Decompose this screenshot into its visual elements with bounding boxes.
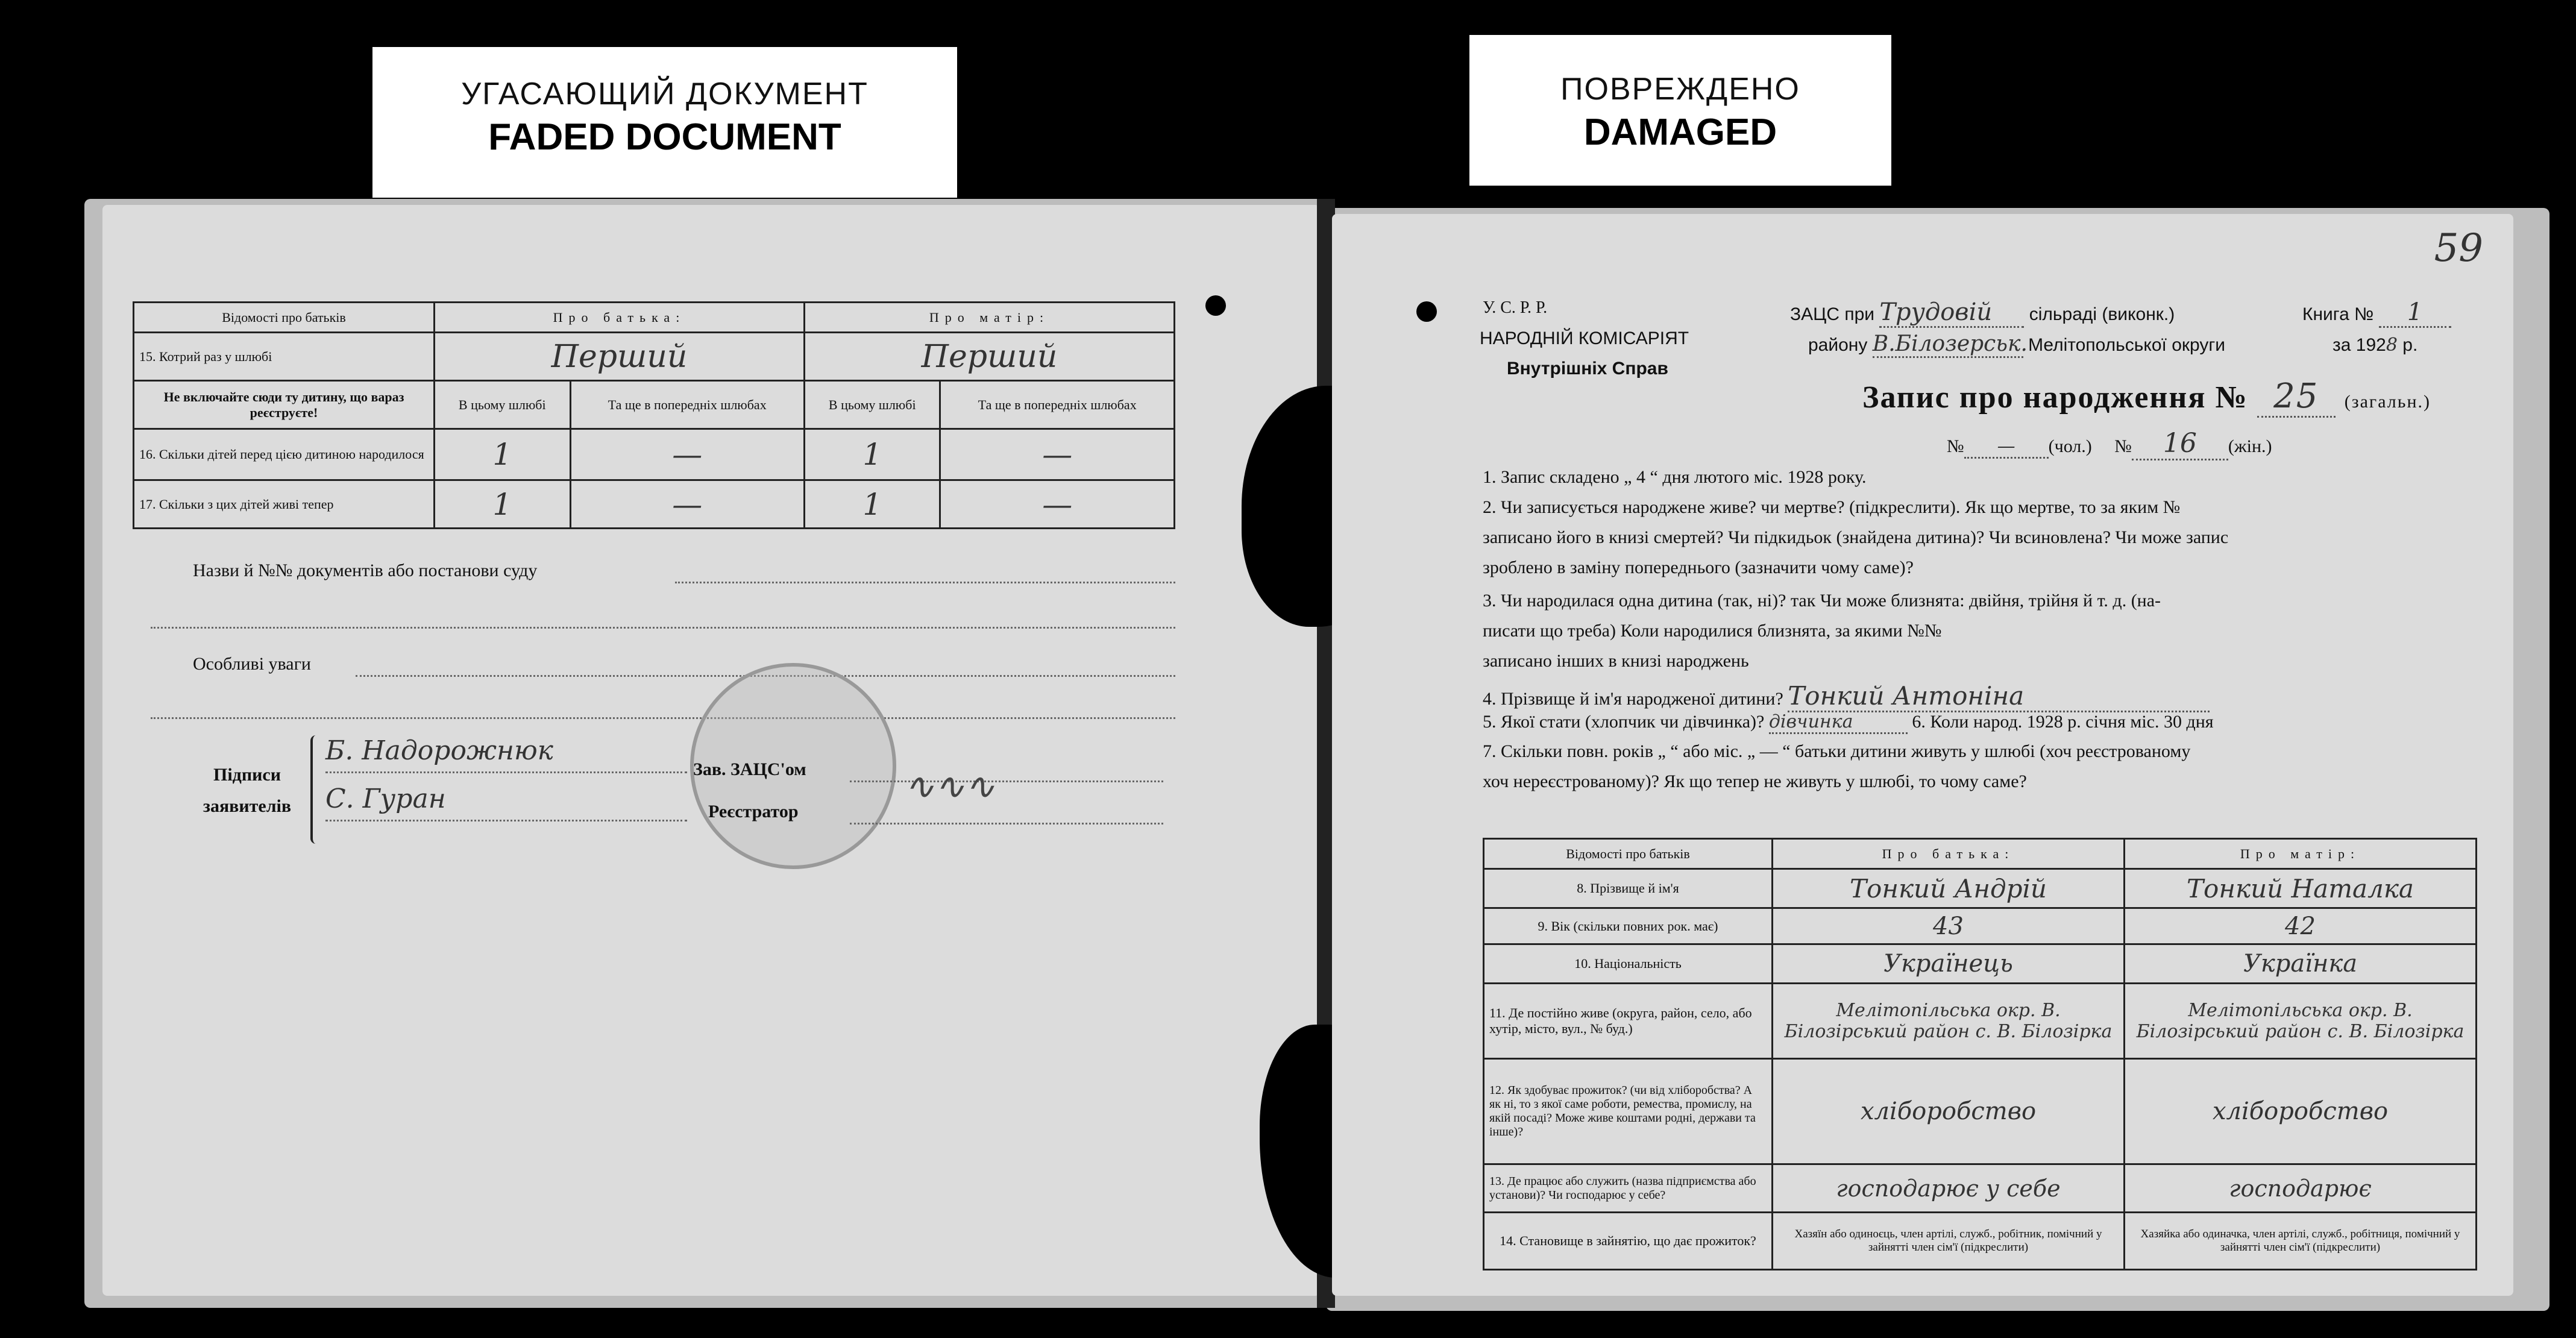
mother-value: господарює [2125, 1164, 2477, 1213]
cell-value: 1 [804, 480, 940, 529]
question-3a: 3. Чи народилася одна дитина (так, ні)? так Чи може близнята: двійня, трійня й т. д. (на- [1483, 591, 2161, 611]
row-label: 16. Скільки дітей перед цією дитиною народилося [134, 429, 435, 480]
child-name: Тонкий Антоніна [1788, 681, 2210, 712]
signature-2: С. Гуран [325, 784, 446, 814]
cell-value: — [940, 480, 1175, 529]
year-digit: 8 [2386, 334, 2398, 356]
head-signature-line [850, 780, 1163, 782]
documents-label: Назви й №№ документів або постанови суду [193, 561, 538, 580]
question-4-label: 4. Прізвище й ім'я народженої дитини? [1483, 689, 1783, 709]
table-header: Відомості про батьків [1484, 839, 1773, 869]
signature-1: Б. Надорожнюк [325, 735, 553, 766]
question-2a: 2. Чи записується народжене живе? чи мертве? (підкреслити). Як що мертве, то за яким № [1483, 497, 2181, 517]
question-4 [1483, 681, 2210, 712]
faded-label-en: FADED DOCUMENT [488, 116, 841, 158]
registrar-signature: ∿∿∿ [904, 765, 995, 808]
damaged-label [1469, 35, 1891, 186]
raion-value: В.Білозерськ. [1873, 331, 2023, 358]
year-label [2333, 334, 2417, 356]
raion-suffix: Мелітопольської округи [2028, 335, 2226, 355]
mother-value: 42 [2125, 908, 2477, 944]
row-label: 9. Вік (скільки повних рок. має) [1484, 908, 1773, 944]
cell-value: — [940, 429, 1175, 480]
question-2c: зроблено в заміну попереднього (зазначити чому саме)? [1483, 558, 1914, 577]
row-label: 12. Як здобуває прожиток? (чи від хліборобства? А як ні, то з якої саме роботи, ремества, промислу, на якій посаді? Може живе коштами родні, держави та інше)? [1484, 1059, 1773, 1164]
mother-value: хліборобство [2125, 1059, 2477, 1164]
left-page [102, 205, 1320, 1296]
faded-label-ru: УГАСАЮЩИЙ ДОКУМЕНТ [461, 77, 869, 111]
mother-value: Перший [804, 333, 1174, 381]
documents-line [675, 582, 1175, 583]
registrar-label: Реєстратор [708, 802, 799, 821]
ussr-label: У. С. Р. Р. [1483, 298, 1548, 317]
column-label: Та ще в попередніх шлюбах [940, 381, 1175, 429]
question-5 [1483, 711, 2214, 734]
year-prefix: за 192 [2333, 335, 2386, 355]
book-prefix: Книга № [2302, 304, 2374, 324]
punch-hole [1416, 301, 1437, 322]
father-value: хліборобство [1773, 1059, 2125, 1164]
mother-value: Тонкий Наталка [2125, 869, 2477, 908]
question-5-label: 5. Якої стати (хлопчик чи дівчинка)? [1483, 712, 1765, 732]
page-number: 59 [2434, 226, 2483, 271]
row-label: 14. Становище в зайнятію, що дає прожиток? [1484, 1213, 1773, 1270]
signatures-brace [310, 735, 321, 844]
table-header: Про матір: [804, 303, 1174, 333]
mother-value: Мелітопільська окр. В. Білозірський район с. В. Білозірка [2125, 984, 2477, 1059]
question-3b: писати що треба) Коли народилися близнята, за якими №№ [1483, 621, 1942, 641]
left-parents-table [133, 301, 1175, 529]
female-number: 16 [2132, 428, 2228, 460]
question-2b: записано його в книзі смертей? Чи підкидьок (знайдена дитина)? Чи всиновлена? Чи може запис [1483, 527, 2229, 547]
cell-value: — [570, 480, 804, 529]
zags-prefix: ЗАЦС при [1790, 304, 1875, 324]
question-7b: хоч нереєстрованому)? Як що тепер не живуть у шлюбі, то чому саме? [1483, 771, 2027, 791]
column-label: Та ще в попередніх шлюбах [570, 381, 804, 429]
faded-document-label [372, 47, 957, 198]
table-header: Про батька: [1773, 839, 2125, 869]
signature-line [325, 820, 687, 821]
table-header: Про батька: [435, 303, 805, 333]
question-3c: записано інших в книзі народжень [1483, 651, 1749, 671]
cell-value: 1 [804, 429, 940, 480]
father-value: Перший [435, 333, 805, 381]
column-label: В цьому шлюбі [435, 381, 571, 429]
year-suffix: р. [2402, 335, 2418, 355]
question-1: 1. Запис складено „ 4 “ дня лютого міс. 1928 року. [1483, 467, 1867, 487]
damaged-label-en: DAMAGED [1583, 111, 1777, 153]
father-value: Українець [1773, 944, 2125, 984]
column-label: В цьому шлюбі [804, 381, 940, 429]
mother-value: Українка [2125, 944, 2477, 984]
father-value: Хазяїн або одиноєць, член артілі, служб., робітник, помічний у зайнятті член сім'ї (підкреслити) [1773, 1213, 2125, 1270]
zags-label [1790, 298, 2175, 328]
damaged-label-ru: ПОВРЕЖДЕНО [1560, 72, 1800, 107]
male-number: — [1964, 436, 2049, 459]
raion-prefix: району [1808, 335, 1868, 355]
father-value: Мелітопільська окр. В. Білозірський район с. В. Білозірка [1773, 984, 2125, 1059]
commissariat-label: НАРОДНІЙ КОМІСАРІЯТ [1480, 328, 1689, 348]
row-label: 15. Котрий раз у шлюбі [134, 333, 435, 381]
child-sex: дівчинка [1769, 711, 1908, 734]
male-label: (чол.) [2048, 436, 2092, 456]
raion-label [1808, 331, 2225, 358]
head-label: Зав. ЗАЦС'ом [693, 759, 806, 779]
father-value: Тонкий Андрій [1773, 869, 2125, 908]
book-number: 1 [2379, 298, 2451, 328]
special-notes-line [151, 717, 1175, 719]
record-title [1862, 377, 2431, 418]
cell-value: — [570, 429, 804, 480]
father-value: 43 [1773, 908, 2125, 944]
record-general-label: (загальн.) [2344, 392, 2431, 412]
zags-suffix: сільраді (виконк.) [2029, 304, 2175, 324]
special-notes-label: Особливі уваги [193, 654, 311, 674]
female-label: (жін.) [2228, 436, 2272, 456]
row-label: 11. Де постійно живе (округа, район, село, або хутір, місто, вул., № буд.) [1484, 984, 1773, 1059]
signatures-label: Підписи заявителів [203, 765, 292, 816]
cell-value: 1 [435, 480, 571, 529]
right-parents-table [1483, 838, 2477, 1270]
mother-value: Хазяйка або одиначка, член артілі, служб., робітниця, помічний у зайнятті член сім'ї (підкреслити) [2125, 1213, 2477, 1270]
record-title-text: Запис про народження № [1862, 380, 2248, 415]
row-label: 8. Прізвище й ім'я [1484, 869, 1773, 908]
table-header: Відомості про батьків [134, 303, 435, 333]
record-general-number: 25 [2257, 377, 2336, 418]
row-label: 13. Де працює або служить (назва підприємства або установи)? Чи господарює у себе? [1484, 1164, 1773, 1213]
zags-council: Трудовій [1879, 298, 2024, 328]
row-label: 10. Національність [1484, 944, 1773, 984]
internal-affairs-label: Внутрішніх Справ [1507, 359, 1668, 378]
row-label: Не включайте сюди ту дитину, що вараз реєструєте! [134, 381, 435, 429]
table-header: Про матір: [2125, 839, 2477, 869]
documents-line [151, 627, 1175, 629]
punch-hole [1205, 295, 1226, 316]
question-7a: 7. Скільки повн. років „ “ або міс. „ — “ батьки дитини живуть у шлюбі (хоч реєстрованому [1483, 741, 2191, 761]
signature-line [325, 771, 687, 773]
question-6: 6. Коли народ. 1928 р. січня міс. 30 дня [1912, 712, 2214, 732]
book-label [2302, 298, 2451, 328]
father-value: господарює у себе [1773, 1164, 2125, 1213]
registrar-signature-line [850, 823, 1163, 824]
cell-value: 1 [435, 429, 571, 480]
record-sex-numbers: № — (чол.) № 16 (жін.) [1947, 428, 2272, 460]
row-label: 17. Скільки з цих дітей живі тепер [134, 480, 435, 529]
right-page [1332, 214, 2513, 1296]
